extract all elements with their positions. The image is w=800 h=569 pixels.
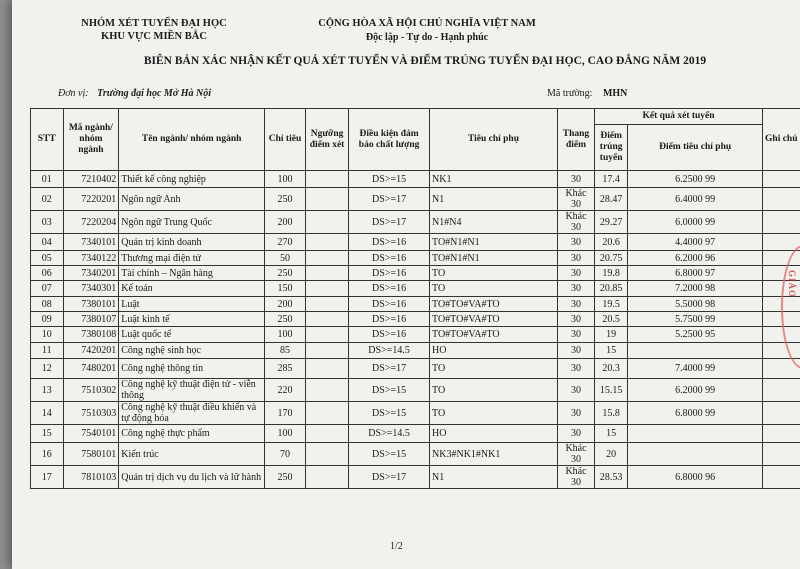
cell-thang-diem: 30 — [557, 359, 594, 379]
cell-diem-trung-tuyen: 19.5 — [595, 297, 628, 312]
cell-tieu-chi-phu: NK3#NK1#NK1 — [430, 443, 558, 466]
cell-stt: 14 — [31, 402, 64, 425]
cell-thang-diem: 30 — [557, 251, 594, 266]
cell-diem-tieu-chi-phu: 7.2000 98 — [628, 281, 763, 297]
cell-thang-diem: 30 — [557, 297, 594, 312]
cell-thang-diem: 30 — [557, 327, 594, 343]
cell-nguong — [305, 266, 348, 281]
cell-ma-nganh: 7510302 — [63, 379, 119, 402]
cell-dieu-kien: DS>=15 — [349, 402, 430, 425]
cell-diem-tieu-chi-phu — [628, 343, 763, 359]
cell-stt: 05 — [31, 251, 64, 266]
cell-diem-trung-tuyen: 19 — [595, 327, 628, 343]
cell-tieu-chi-phu: NK1 — [430, 171, 558, 188]
cell-ten-nganh: Thương mại điện tử — [119, 251, 265, 266]
cell-stt: 06 — [31, 266, 64, 281]
cell-thang-diem: 30 — [557, 281, 594, 297]
cell-dieu-kien: DS>=14.5 — [349, 425, 430, 443]
table-row — [31, 281, 800, 297]
cell-nguong — [305, 211, 348, 234]
org-region: KHU VỰC MIỀN BẮC — [101, 31, 207, 42]
cell-dieu-kien: DS>=15 — [349, 171, 430, 188]
cell-ma-nganh: 7380107 — [63, 312, 119, 327]
table-row — [31, 466, 800, 489]
cell-chi-tieu: 285 — [265, 359, 306, 379]
cell-diem-tieu-chi-phu: 6.2000 96 — [628, 251, 763, 266]
cell-dieu-kien: DS>=16 — [349, 234, 430, 251]
cell-thang-diem: 30 — [557, 266, 594, 281]
cell-chi-tieu: 200 — [265, 297, 306, 312]
cell-thang-diem: 30 — [557, 234, 594, 251]
cell-stt: 07 — [31, 281, 64, 297]
cell-thang-diem: 30 — [557, 312, 594, 327]
cell-thang-diem: 30 — [557, 425, 594, 443]
cell-ten-nganh: Thiết kế công nghiệp — [119, 171, 265, 188]
cell-diem-trung-tuyen: 28.47 — [595, 188, 628, 211]
cell-stt: 17 — [31, 466, 64, 489]
cell-dieu-kien: DS>=14.5 — [349, 343, 430, 359]
cell-diem-tieu-chi-phu: 6.8000 97 — [628, 266, 763, 281]
cell-diem-trung-tuyen: 15 — [595, 343, 628, 359]
cell-ghi-chu — [763, 425, 800, 443]
cell-tieu-chi-phu: HO — [430, 343, 558, 359]
cell-diem-trung-tuyen: 19.8 — [595, 266, 628, 281]
cell-ten-nganh: Ngôn ngữ Anh — [119, 188, 265, 211]
cell-chi-tieu: 100 — [265, 327, 306, 343]
cell-nguong — [305, 425, 348, 443]
cell-diem-tieu-chi-phu: 4.4000 97 — [628, 234, 763, 251]
cell-ten-nganh: Quản trị kinh doanh — [119, 234, 265, 251]
org-name: NHÓM XÉT TUYỂN ĐẠI HỌC — [81, 18, 227, 29]
cell-ma-nganh: 7220204 — [63, 211, 119, 234]
unit-value: Trường đại học Mở Hà Nội — [97, 88, 211, 99]
cell-dieu-kien: DS>=16 — [349, 312, 430, 327]
cell-diem-trung-tuyen: 20 — [595, 443, 628, 466]
table-row — [31, 425, 800, 443]
cell-tieu-chi-phu: TO — [430, 379, 558, 402]
cell-thang-diem: Khác 30 — [557, 443, 594, 466]
cell-ten-nganh: Công nghệ thực phẩm — [119, 425, 265, 443]
cell-ten-nganh: Luật — [119, 297, 265, 312]
table-row — [31, 297, 800, 312]
document-title: BIÊN BẢN XÁC NHẬN KẾT QUẢ XÉT TUYỂN VÀ ĐIỂM TRÚNG TUYỂN ĐẠI HỌC, CAO ĐẲNG NĂM 2019 — [143, 55, 707, 67]
cell-diem-trung-tuyen: 15 — [595, 425, 628, 443]
cell-ten-nganh: Quản trị dịch vụ du lịch và lữ hành — [119, 466, 265, 489]
cell-tieu-chi-phu: TO#N1#N1 — [430, 234, 558, 251]
admission-results-table — [30, 108, 800, 489]
cell-dieu-kien: DS>=17 — [349, 211, 430, 234]
cell-diem-tieu-chi-phu: 6.2000 99 — [628, 379, 763, 402]
col-dieu-kien: Điều kiện đảm bảo chất lượng — [349, 109, 430, 171]
cell-chi-tieu: 150 — [265, 281, 306, 297]
cell-tieu-chi-phu: TO#TO#VA#TO — [430, 327, 558, 343]
cell-ten-nganh: Công nghệ sinh học — [119, 343, 265, 359]
cell-diem-trung-tuyen: 28.53 — [595, 466, 628, 489]
col-ket-qua: Kết quả xét tuyển — [595, 109, 763, 125]
table-row — [31, 343, 800, 359]
table-body — [31, 171, 800, 489]
col-chi-tieu: Chỉ tiêu — [265, 109, 306, 171]
cell-chi-tieu: 70 — [265, 443, 306, 466]
cell-stt: 13 — [31, 379, 64, 402]
cell-nguong — [305, 234, 348, 251]
cell-nguong — [305, 171, 348, 188]
cell-nguong — [305, 297, 348, 312]
cell-stt: 02 — [31, 188, 64, 211]
cell-nguong — [305, 343, 348, 359]
cell-thang-diem: 30 — [557, 379, 594, 402]
cell-diem-trung-tuyen: 20.5 — [595, 312, 628, 327]
cell-stt: 04 — [31, 234, 64, 251]
cell-ma-nganh: 7580101 — [63, 443, 119, 466]
col-diem-tieu-chi-phu: Điểm tiêu chí phụ — [628, 125, 763, 171]
cell-nguong — [305, 188, 348, 211]
cell-tieu-chi-phu: TO — [430, 266, 558, 281]
cell-nguong — [305, 359, 348, 379]
cell-stt: 10 — [31, 327, 64, 343]
col-thang-diem: Thang điểm — [557, 109, 594, 171]
cell-dieu-kien: DS>=15 — [349, 379, 430, 402]
cell-chi-tieu: 220 — [265, 379, 306, 402]
table-row — [31, 171, 800, 188]
cell-tieu-chi-phu: N1#N4 — [430, 211, 558, 234]
national-motto: Độc lập - Tự do - Hạnh phúc — [365, 32, 489, 43]
cell-chi-tieu: 250 — [265, 188, 306, 211]
col-stt: STT — [31, 109, 64, 171]
cell-dieu-kien: DS>=16 — [349, 281, 430, 297]
cell-diem-tieu-chi-phu: 5.2500 95 — [628, 327, 763, 343]
cell-ma-nganh: 7220201 — [63, 188, 119, 211]
cell-tieu-chi-phu: TO — [430, 359, 558, 379]
cell-stt: 11 — [31, 343, 64, 359]
cell-tieu-chi-phu: TO#TO#VA#TO — [430, 312, 558, 327]
cell-ma-nganh: 7540101 — [63, 425, 119, 443]
cell-tieu-chi-phu: TO#TO#VA#TO — [430, 297, 558, 312]
cell-dieu-kien: DS>=17 — [349, 188, 430, 211]
cell-ghi-chu — [763, 188, 800, 211]
cell-diem-tieu-chi-phu — [628, 425, 763, 443]
table-row — [31, 443, 800, 466]
cell-ten-nganh: Ngôn ngữ Trung Quốc — [119, 211, 265, 234]
cell-nguong — [305, 402, 348, 425]
cell-dieu-kien: DS>=16 — [349, 327, 430, 343]
cell-stt: 08 — [31, 297, 64, 312]
cell-ma-nganh: 7480201 — [63, 359, 119, 379]
cell-diem-trung-tuyen: 20.75 — [595, 251, 628, 266]
cell-diem-tieu-chi-phu: 6.4000 99 — [628, 188, 763, 211]
cell-ghi-chu — [763, 402, 800, 425]
cell-ten-nganh: Kế toán — [119, 281, 265, 297]
cell-dieu-kien: DS>=17 — [349, 359, 430, 379]
cell-diem-trung-tuyen: 17.4 — [595, 171, 628, 188]
cell-nguong — [305, 251, 348, 266]
cell-diem-tieu-chi-phu — [628, 443, 763, 466]
table-row — [31, 359, 800, 379]
cell-ma-nganh: 7340201 — [63, 266, 119, 281]
cell-nguong — [305, 327, 348, 343]
col-tieu-chi-phu: Tiêu chí phụ — [430, 109, 558, 171]
cell-chi-tieu: 170 — [265, 402, 306, 425]
cell-ten-nganh: Công nghệ kỹ thuật điều khiển và tự động hóa — [119, 402, 265, 425]
cell-stt: 15 — [31, 425, 64, 443]
cell-stt: 16 — [31, 443, 64, 466]
table-row — [31, 266, 800, 281]
cell-chi-tieu: 250 — [265, 466, 306, 489]
col-nguong: Ngưỡng điểm xét — [305, 109, 348, 171]
cell-thang-diem: Khác 30 — [557, 211, 594, 234]
cell-diem-tieu-chi-phu: 5.7500 99 — [628, 312, 763, 327]
cell-diem-trung-tuyen: 29.27 — [595, 211, 628, 234]
cell-thang-diem: Khác 30 — [557, 188, 594, 211]
cell-thang-diem: Khác 30 — [557, 466, 594, 489]
cell-diem-trung-tuyen: 20.3 — [595, 359, 628, 379]
cell-ma-nganh: 7510303 — [63, 402, 119, 425]
cell-dieu-kien: DS>=16 — [349, 266, 430, 281]
cell-ma-nganh: 7340122 — [63, 251, 119, 266]
table-row — [31, 402, 800, 425]
cell-dieu-kien: DS>=15 — [349, 443, 430, 466]
cell-stt: 01 — [31, 171, 64, 188]
cell-ghi-chu — [763, 466, 800, 489]
cell-diem-tieu-chi-phu: 6.8000 96 — [628, 466, 763, 489]
cell-diem-tieu-chi-phu: 6.0000 99 — [628, 211, 763, 234]
cell-ghi-chu — [763, 443, 800, 466]
school-code-label: Mã trường: — [547, 88, 593, 99]
cell-dieu-kien: DS>=16 — [349, 297, 430, 312]
cell-tieu-chi-phu: TO#N1#N1 — [430, 251, 558, 266]
cell-ma-nganh: 7340101 — [63, 234, 119, 251]
cell-stt: 12 — [31, 359, 64, 379]
table-row — [31, 379, 800, 402]
cell-nguong — [305, 443, 348, 466]
cell-diem-trung-tuyen: 15.15 — [595, 379, 628, 402]
cell-thang-diem: 30 — [557, 343, 594, 359]
cell-ten-nganh: Công nghệ kỹ thuật điện tử - viễn thông — [119, 379, 265, 402]
cell-thang-diem: 30 — [557, 402, 594, 425]
unit-line — [58, 88, 211, 99]
cell-ma-nganh: 7380108 — [63, 327, 119, 343]
cell-tieu-chi-phu: HO — [430, 425, 558, 443]
cell-ma-nganh: 7380101 — [63, 297, 119, 312]
cell-chi-tieu: 250 — [265, 312, 306, 327]
unit-label: Đơn vị: — [58, 88, 89, 99]
cell-diem-trung-tuyen: 20.85 — [595, 281, 628, 297]
national-header: CỘNG HÒA XÃ HỘI CHỦ NGHĨA VIỆT NAM — [318, 18, 536, 29]
cell-ten-nganh: Luật kinh tế — [119, 312, 265, 327]
cell-chi-tieu: 200 — [265, 211, 306, 234]
table-row — [31, 211, 800, 234]
cell-chi-tieu: 85 — [265, 343, 306, 359]
cell-nguong — [305, 379, 348, 402]
cell-chi-tieu: 270 — [265, 234, 306, 251]
cell-stt: 03 — [31, 211, 64, 234]
cell-ma-nganh: 7810103 — [63, 466, 119, 489]
col-ten-nganh: Tên ngành/ nhóm ngành — [119, 109, 265, 171]
cell-chi-tieu: 50 — [265, 251, 306, 266]
table-row — [31, 234, 800, 251]
cell-tieu-chi-phu: TO — [430, 402, 558, 425]
table-row — [31, 327, 800, 343]
cell-diem-tieu-chi-phu: 6.2500 99 — [628, 171, 763, 188]
cell-diem-trung-tuyen: 20.6 — [595, 234, 628, 251]
cell-stt: 09 — [31, 312, 64, 327]
col-diem-trung-tuyen: Điểm trúng tuyển — [595, 125, 628, 171]
cell-tieu-chi-phu: TO — [430, 281, 558, 297]
cell-diem-tieu-chi-phu: 6.8000 99 — [628, 402, 763, 425]
cell-dieu-kien: DS>=17 — [349, 466, 430, 489]
page-number: 1/2 — [390, 541, 403, 552]
col-ma-nganh: Mã ngành/ nhóm ngành — [63, 109, 119, 171]
cell-tieu-chi-phu: N1 — [430, 188, 558, 211]
cell-ten-nganh: Luật quốc tế — [119, 327, 265, 343]
cell-dieu-kien: DS>=16 — [349, 251, 430, 266]
school-code-line — [547, 88, 627, 99]
cell-diem-tieu-chi-phu: 7.4000 99 — [628, 359, 763, 379]
cell-ten-nganh: Kiến trúc — [119, 443, 265, 466]
cell-tieu-chi-phu: N1 — [430, 466, 558, 489]
col-ghi-chu: Ghi chú — [763, 109, 800, 171]
cell-nguong — [305, 312, 348, 327]
cell-ghi-chu — [763, 379, 800, 402]
table-row — [31, 312, 800, 327]
cell-ten-nganh: Tài chính – Ngân hàng — [119, 266, 265, 281]
cell-thang-diem: 30 — [557, 171, 594, 188]
cell-nguong — [305, 466, 348, 489]
cell-ghi-chu — [763, 211, 800, 234]
cell-nguong — [305, 281, 348, 297]
cell-ghi-chu — [763, 171, 800, 188]
cell-ma-nganh: 7210402 — [63, 171, 119, 188]
cell-diem-tieu-chi-phu: 5.5000 98 — [628, 297, 763, 312]
table-row — [31, 251, 800, 266]
cell-chi-tieu: 100 — [265, 425, 306, 443]
cell-chi-tieu: 250 — [265, 266, 306, 281]
table-row — [31, 188, 800, 211]
cell-chi-tieu: 100 — [265, 171, 306, 188]
cell-ten-nganh: Công nghệ thông tin — [119, 359, 265, 379]
cell-ma-nganh: 7420201 — [63, 343, 119, 359]
cell-diem-trung-tuyen: 15.8 — [595, 402, 628, 425]
stamp-text: GIÁO — [787, 270, 797, 299]
cell-ma-nganh: 7340301 — [63, 281, 119, 297]
school-code-value: MHN — [602, 88, 628, 99]
